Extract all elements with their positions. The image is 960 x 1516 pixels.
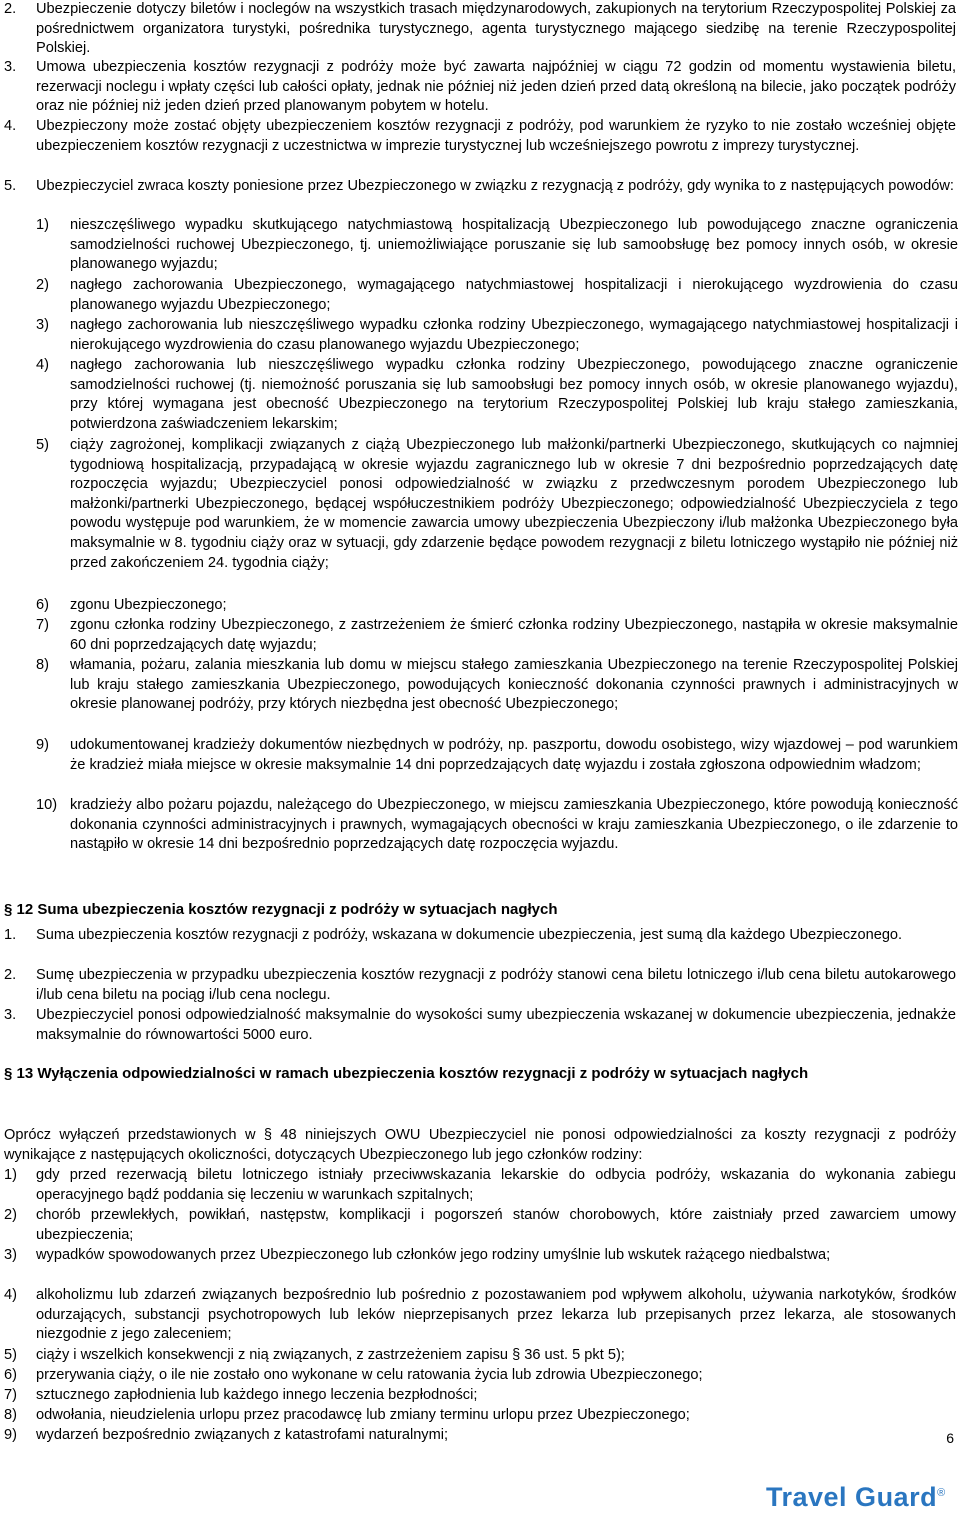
registered-mark: ® xyxy=(937,1487,946,1499)
reason-2 xyxy=(36,276,958,315)
reason-number: 6) xyxy=(36,597,49,613)
exclusion-number: 4) xyxy=(4,1287,17,1303)
reason-number: 4) xyxy=(36,357,49,373)
reason-6 xyxy=(36,596,958,616)
exclusion-text: wydarzeń bezpośrednio związanych z katastrofami naturalnymi; xyxy=(36,1427,449,1443)
exclusion-text: sztucznego zapłodnienia lub każdego innego leczenia bezpłodności; xyxy=(36,1387,478,1403)
item-text: Ubezpieczyciel ponosi odpowiedzialność maksymalnie do wysokości sumy ubezpieczenia wskazanej w dokumencie ubezpieczenia, jednakże maksymalnie do równowartości 5000 euro. xyxy=(36,1007,956,1043)
exclusion-number: 3) xyxy=(4,1247,17,1263)
section-12-heading: § 12 Suma ubezpieczenia kosztów rezygnacji z podróży w sytuacjach nagłych xyxy=(4,901,558,918)
exclusion-number: 9) xyxy=(4,1427,17,1443)
section-13-heading: § 13 Wyłączenia odpowiedzialności w ramach ubezpieczenia kosztów rezygnacji z podróży w sytuacjach nagłych xyxy=(4,1065,809,1082)
exclusion-number: 8) xyxy=(4,1407,17,1423)
item-number: 1. xyxy=(4,927,17,943)
item-number: 4. xyxy=(4,118,17,134)
exclusion-8 xyxy=(4,1406,956,1426)
exclusion-number: 5) xyxy=(4,1347,17,1363)
item-text: Umowa ubezpieczenia kosztów rezygnacji z podróży może być zawarta najpóźniej w ciągu 72 godzin od momentu wystawienia biletu, rezerwacji noclegu i wpłaty części lub całości opłaty, jednak nie później niż jeden dzień przed datą określoną na bilecie, jako początek podróży oraz nie później niż jeden dzień przed planowanym pobytem w hotelu. xyxy=(36,59,956,115)
reason-text: zgonu członka rodziny Ubezpieczonego, z zastrzeżeniem że śmierć członka rodziny Ubezpieczonego, nastąpiła w okresie maksymalnie 60 dni poprzedzających datę wyjazdu; xyxy=(70,617,958,653)
reason-1 xyxy=(36,216,958,275)
reason-number: 8) xyxy=(36,657,49,673)
reason-9 xyxy=(36,736,958,775)
reason-text: nagłego zachorowania lub nieszczęśliwego wypadku członka rodziny Ubezpieczonego, powodującego znaczne ograniczenie samodzielności ruchowej (tj. niemożność poruszania się lub samoobsługi bez pomocy innych osób, w okresie planowanego wyjazdu), przy której wymagana jest obecność Ubezpieczonego na terytorium Rzeczypospolitej Polskiej lub kraju stałego zamieszkania, potwierdzona zaświadczeniem lekarskim; xyxy=(70,357,958,432)
reason-text: zgonu Ubezpieczonego; xyxy=(70,597,227,613)
exclusion-2 xyxy=(4,1206,956,1245)
reason-text: nagłego zachorowania lub nieszczęśliwego wypadku członka rodziny Ubezpieczonego, wymagającego natychmiastowej hospitalizacji i nierokującego wyzdrowienia do czasu planowanego wyjazdu Ubezpieczonego; xyxy=(70,317,958,353)
exclusion-text: gdy przed rezerwacją biletu lotniczego istniały przeciwwskazania lekarskie do odbycia podróży, wskazania do wykonania zabiegu operacyjnego bądź poddania się leczeniu w warunkach szpitalnych; xyxy=(36,1167,956,1203)
reason-number: 7) xyxy=(36,617,49,633)
exclusion-text: alkoholizmu lub zdarzeń związanych bezpośrednio lub pośrednio z pozostawaniem pod wpływem alkoholu, używania narkotyków, środków odurzających, substancji psychotropowych lub leków nieprzepisanych przez lekarza lub przepisanych przez lekarza, ale stosowanych niezgodnie z jego zaleceniem; xyxy=(36,1287,956,1343)
item-text: Sumę ubezpieczenia w przypadku ubezpieczenia kosztów rezygnacji z podróży stanowi cena biletu lotniczego i/lub cena biletu autokarowego i/lub cena biletu na pociąg i/lub cena noclegu. xyxy=(36,967,956,1003)
exclusion-1 xyxy=(4,1166,956,1205)
item-number: 2. xyxy=(4,1,17,17)
exclusion-text: wypadków spowodowanych przez Ubezpieczonego lub członków jego rodziny umyślnie lub wskutek rażącego niedbalstwa; xyxy=(36,1247,831,1263)
exclusion-text: przerywania ciąży, o ile nie zostało ono wykonane w celu ratowania życia lub zdrowia Ubezpieczonego; xyxy=(36,1367,703,1383)
exclusion-7 xyxy=(4,1386,956,1406)
section-12-item-2 xyxy=(4,966,956,1005)
reason-text: ciąży zagrożonej, komplikacji związanych z ciążą Ubezpieczonego lub małżonki/partnerki Ubezpieczonego, skutkujących co najmniej tygodniową hospitalizacją, przypadającą w okresie wyjazdu zagranicznego lub w okresie 7 dni bezpośrednio poprzedzających datę rozpoczęcia wyjazdu; Ubezpieczyciel ponosi odpowiedzialność w związku z przedwczesnym porodem Ubezpieczonego lub małżonki/partnerki Ubezpieczonego, będącej współuczestnikiem podróży Ubezpieczonego; odpowiedzialność Ubezpieczyciela z tego powodu występuje pod warunkiem, że w momencie zawarcia umowy ubezpieczenia Ubezpieczony i/lub małżonka Ubezpieczonego była maksymalnie w 8. tygodniu ciąży oraz w sytuacji, gdy zdarzenie będące powodem rezygnacji z biletu lotniczego wystąpiło nie później niż przed zakończeniem 24. tygodnia ciąży; xyxy=(70,437,958,571)
reason-8 xyxy=(36,656,958,715)
item-4 xyxy=(4,117,956,156)
reason-5 xyxy=(36,436,958,573)
page-number: 6 xyxy=(946,1430,954,1446)
reason-number: 10) xyxy=(36,797,58,813)
reason-number: 1) xyxy=(36,217,49,233)
brand-name: Travel Guard xyxy=(766,1482,938,1512)
item-3 xyxy=(4,58,956,117)
travel-guard-logo xyxy=(766,1482,946,1513)
reason-4 xyxy=(36,356,958,434)
reason-3 xyxy=(36,316,958,355)
section-13-intro: Oprócz wyłączeń przedstawionych w § 48 niniejszych OWU Ubezpieczyciel nie ponosi odpowiedzialności za koszty rezygnacji z podróży wynikające z następujących okoliczności, dotyczących Ubezpieczonego lub jego członków rodziny: xyxy=(4,1127,956,1163)
item-5 xyxy=(4,177,956,197)
exclusion-text: chorób przewlekłych, powikłań, następstw, komplikacji i pogorszeń stanów chorobowych, które zaistniały przed zawarciem umowy ubezpieczenia; xyxy=(36,1207,956,1243)
item-number: 5. xyxy=(4,178,17,194)
reason-10 xyxy=(36,796,958,855)
exclusion-number: 7) xyxy=(4,1387,17,1403)
section-12-item-3 xyxy=(4,1006,956,1045)
reason-text: nagłego zachorowania Ubezpieczonego, wymagającego natychmiastowej hospitalizacji i nierokującego wyzdrowienia do czasu planowanego wyjazdu Ubezpieczonego; xyxy=(70,277,958,313)
reason-text: nieszczęśliwego wypadku skutkującego natychmiastową hospitalizacją Ubezpieczonego lub powodującego znaczne ograniczenia samodzielności ruchowej Ubezpieczonego, tj. uniemożliwiające poruszanie się lub samoobsługę bez pomocy innych osób, w okresie planowanego wyjazdu; xyxy=(70,217,958,273)
exclusion-3 xyxy=(4,1246,956,1266)
reason-number: 2) xyxy=(36,277,49,293)
item-text: Ubezpieczyciel zwraca koszty poniesione przez Ubezpieczonego w związku z rezygnacją z podróży, gdy wynika to z następujących powodów: xyxy=(36,178,954,194)
exclusion-4 xyxy=(4,1286,956,1345)
item-2 xyxy=(4,0,956,59)
section-12-item-1 xyxy=(4,926,956,946)
exclusion-text: odwołania, nieudzielenia urlopu przez pracodawcę lub zmiany terminu urlopu przez Ubezpieczonego; xyxy=(36,1407,690,1423)
item-number: 3. xyxy=(4,59,17,75)
exclusion-9 xyxy=(4,1426,956,1446)
reason-number: 9) xyxy=(36,737,49,753)
reason-text: włamania, pożaru, zalania mieszkania lub domu w miejscu stałego zamieszkania Ubezpieczonego na terenie Rzeczypospolitej Polskiej lub kraju stałego zamieszkania Ubezpieczonego, powodujących konieczność dokonania czynności prawnych i administracyjnych w okresie planowanej podróży, przy których niezbędna jest obecność Ubezpieczonego; xyxy=(70,657,958,713)
exclusion-6 xyxy=(4,1366,956,1386)
item-number: 2. xyxy=(4,967,17,983)
reason-number: 3) xyxy=(36,317,49,333)
item-text: Ubezpieczony może zostać objęty ubezpieczeniem kosztów rezygnacji z podróży, pod warunkiem że ryzyko to nie zostało wcześniej objęte ubezpieczeniem kosztów rezygnacji z uczestnictwa w imprezie turystycznej lub wcześniejszego powrotu z imprezy turystycznej. xyxy=(36,118,956,154)
exclusion-number: 2) xyxy=(4,1207,17,1223)
reason-7 xyxy=(36,616,958,655)
reason-text: kradzieży albo pożaru pojazdu, należącego do Ubezpieczonego, w miejscu zamieszkania Ubezpieczonego, które powodują konieczność dokonania czynności administracyjnych i prawnych, wymagających obecności w kraju zamieszkania Ubezpieczonego, o ile zdarzenie to nastąpiło w okresie 14 dni bezpośrednio poprzedzających datę rozpoczęcia wyjazdu. xyxy=(70,797,958,853)
item-number: 3. xyxy=(4,1007,17,1023)
exclusion-5 xyxy=(4,1346,956,1366)
item-text: Suma ubezpieczenia kosztów rezygnacji z podróży, wskazana w dokumencie ubezpieczenia, jest sumą dla każdego Ubezpieczonego. xyxy=(36,927,903,943)
exclusion-number: 6) xyxy=(4,1367,17,1383)
reason-number: 5) xyxy=(36,437,49,453)
item-text: Ubezpieczenie dotyczy biletów i noclegów na wszystkich trasach międzynarodowych, zakupionych na terytorium Rzeczypospolitej Polskiej za pośrednictwem organizatora turystyki, pośrednika turystycznego, agenta turystycznego mającego siedzibę na terenie Rzeczypospolitej Polskiej. xyxy=(36,1,956,57)
reason-text: udokumentowanej kradzieży dokumentów niezbędnych w podróży, np. paszportu, dowodu osobistego, wizy wjazdowej – pod warunkiem że kradzież miała miejsce w okresie maksymalnie 14 dni poprzedzających datę wyjazdu i została zgłoszona odpowiednim władzom; xyxy=(70,737,958,773)
exclusion-number: 1) xyxy=(4,1167,17,1183)
exclusion-text: ciąży i wszelkich konsekwencji z nią związanych, z zastrzeżeniem zapisu § 36 ust. 5 pkt 5); xyxy=(36,1347,625,1363)
